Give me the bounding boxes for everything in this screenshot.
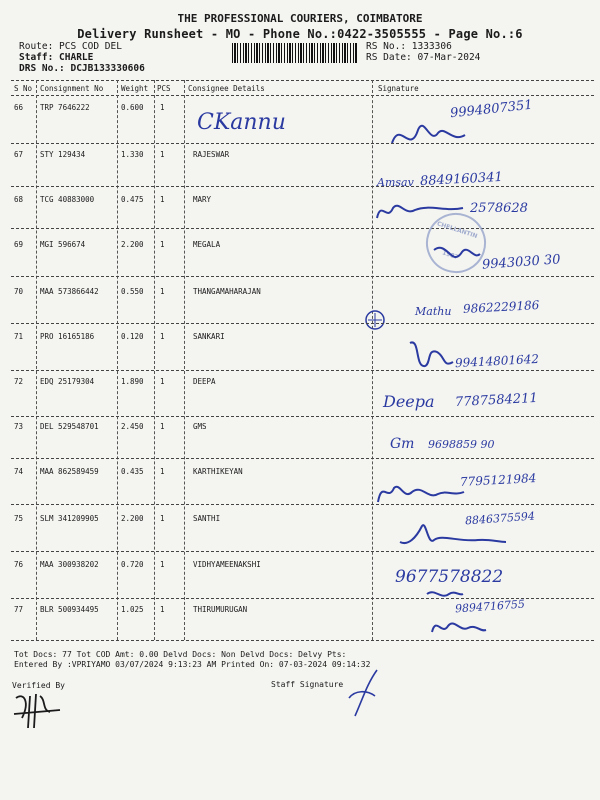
row-weight: 0.600 [121,103,144,112]
row-consignee: RAJESWAR [193,150,230,159]
company-title: THE PROFESSIONAL COURIERS, COIMBATORE [177,12,423,25]
signature-phone: 2578628 [470,201,528,216]
row-rule [11,416,594,417]
row-rule [11,323,594,324]
signature-phone: 99414801642 [454,351,540,371]
row-rule [11,370,594,371]
row-pcs: 1 [160,287,165,296]
signature-phone: 7787584211 [454,390,539,411]
row-consignment: EDQ 25179304 [40,377,95,386]
row-consignment: TCG 40883000 [40,195,95,204]
row-consignee: DEEPA [193,377,216,386]
signature-scribble [398,520,508,550]
row-weight: 0.475 [121,195,144,204]
signature-phone: 7795121984 [459,471,537,489]
row-consignee: VIDHYAMEENAKSHI [193,560,261,569]
row-sno: 74 [14,467,24,476]
row-consignee: GMS [193,422,207,431]
row-sno: 77 [14,605,24,614]
signature-phone: 9894716755 [454,597,526,616]
row-sno: 67 [14,150,24,159]
row-sno: 76 [14,560,24,569]
signature-name: Amsav [377,176,414,189]
row-rule [11,186,594,187]
row-pcs: 1 [160,240,165,249]
row-pcs: 1 [160,514,165,523]
col-consignment: Consignment No [40,84,104,93]
row-pcs: 1 [160,195,165,204]
totals-line: Tot Docs: 77 Tot COD Amt: 0.00 Delvd Docs: Non Delvd Docs: Delvy Pts: [14,650,347,659]
verifier-signature [12,688,62,732]
verified-by-label: Verified By [12,681,65,690]
row-sno: 66 [14,103,24,112]
table-top-rule [11,80,594,81]
row-sno: 71 [14,332,24,341]
row-rule [11,143,594,144]
row-consignee: SANTHI [193,514,221,523]
row-weight: 0.435 [121,467,144,476]
signature-scribble [390,115,470,155]
row-pcs: 1 [160,103,165,112]
entered-by-line: Entered By :VPRIYAMO 03/07/2024 9:13:23 AM Printed On: 07-03-2024 09:14:32 [14,660,371,669]
col-divider [36,80,37,640]
col-divider [154,80,155,640]
signature-scribble [428,612,488,638]
barcode [232,43,357,63]
signature-phone: 9994807351 [449,97,534,122]
row-rule [11,640,594,641]
row-pcs: 1 [160,560,165,569]
runsheet-subtitle: Delivery Runsheet - MO - Phone No.:0422-3505555 - Page No.:6 [77,27,523,41]
row-consignment: MAA 862589459 [40,467,99,476]
row-weight: 1.890 [121,377,144,386]
row-consignment: MGI 596674 [40,240,86,249]
row-consignment: PRO 16165186 [40,332,95,341]
table-header-rule [11,95,594,96]
pen-mark-icon [364,309,386,331]
row-pcs: 1 [160,332,165,341]
row-sno: 75 [14,514,24,523]
signature-phone: 9862229186 [462,298,540,316]
row-consignee: SANKARI [193,332,225,341]
row-weight: 2.200 [121,514,144,523]
consignee-handwritten: CKannu [197,110,286,135]
col-signature: Signature [378,84,419,93]
staff-signature [345,668,385,720]
col-weight: Weight [121,84,149,93]
col-consignee: Consignee Details [188,84,265,93]
col-pcs: PCS [157,84,171,93]
signature-scribble [405,338,455,373]
row-rule [11,504,594,505]
row-consignee: MEGALA [193,240,221,249]
row-rule [11,551,594,552]
row-rule [11,276,594,277]
col-divider [372,80,373,640]
row-consignment: TRP 7646222 [40,103,90,112]
col-sno: S No [14,84,33,93]
row-consignment: MAA 300938202 [40,560,99,569]
row-sno: 70 [14,287,24,296]
signature-scribble [376,480,466,506]
row-consignee: KARTHIKEYAN [193,467,243,476]
row-pcs: 1 [160,422,165,431]
row-weight: 0.720 [121,560,144,569]
row-weight: 2.450 [121,422,144,431]
signature-phone: 9943030 30 [481,252,562,273]
row-weight: 0.120 [121,332,144,341]
row-consignee: THANGAMAHARAJAN [193,287,261,296]
staff-signature-label: Staff Signature [271,680,344,689]
row-consignment: STY 129434 [40,150,86,159]
signature-name: Gm [390,436,415,452]
row-consignment: MAA 573866442 [40,287,99,296]
signature-name: Deepa [383,392,435,411]
row-consignment: DEL 529548701 [40,422,99,431]
row-sno: 73 [14,422,24,431]
row-consignee: MARY [193,195,212,204]
rs-number: RS No.: 1333306 [366,41,452,52]
row-rule [11,228,594,229]
row-weight: 1.330 [121,150,144,159]
row-consignment: BLR 500934495 [40,605,99,614]
col-divider [117,80,118,640]
signature-phone: 9677578822 [395,567,504,587]
staff-label: Staff: CHARLE [19,52,94,63]
route-label: Route: PCS COD DEL [19,41,122,52]
signature-name: Mathu [415,305,452,318]
row-consignment: SLM 341209905 [40,514,99,523]
row-sno: 69 [14,240,24,249]
row-pcs: 1 [160,605,165,614]
col-divider [184,80,185,640]
row-sno: 72 [14,377,24,386]
row-pcs: 1 [160,467,165,476]
rs-date: RS Date: 07-Mar-2024 [366,52,481,63]
row-rule [11,458,594,459]
stamp-text: CHELLANTIN [435,220,479,241]
signature-scribble [432,240,482,270]
row-weight: 1.025 [121,605,144,614]
signature-phone: 9698859 90 [428,438,495,451]
signature-phone: 8849160341 [419,169,504,190]
row-sno: 68 [14,195,24,204]
row-weight: 0.550 [121,287,144,296]
stamp-year: 1987 [441,249,460,262]
drs-label: DRS No.: DCJB133330606 [19,63,145,74]
row-pcs: 1 [160,150,165,159]
row-weight: 2.200 [121,240,144,249]
row-consignee: THIRUMURUGAN [193,605,248,614]
row-pcs: 1 [160,377,165,386]
signature-phone: 8846375594 [464,509,536,528]
